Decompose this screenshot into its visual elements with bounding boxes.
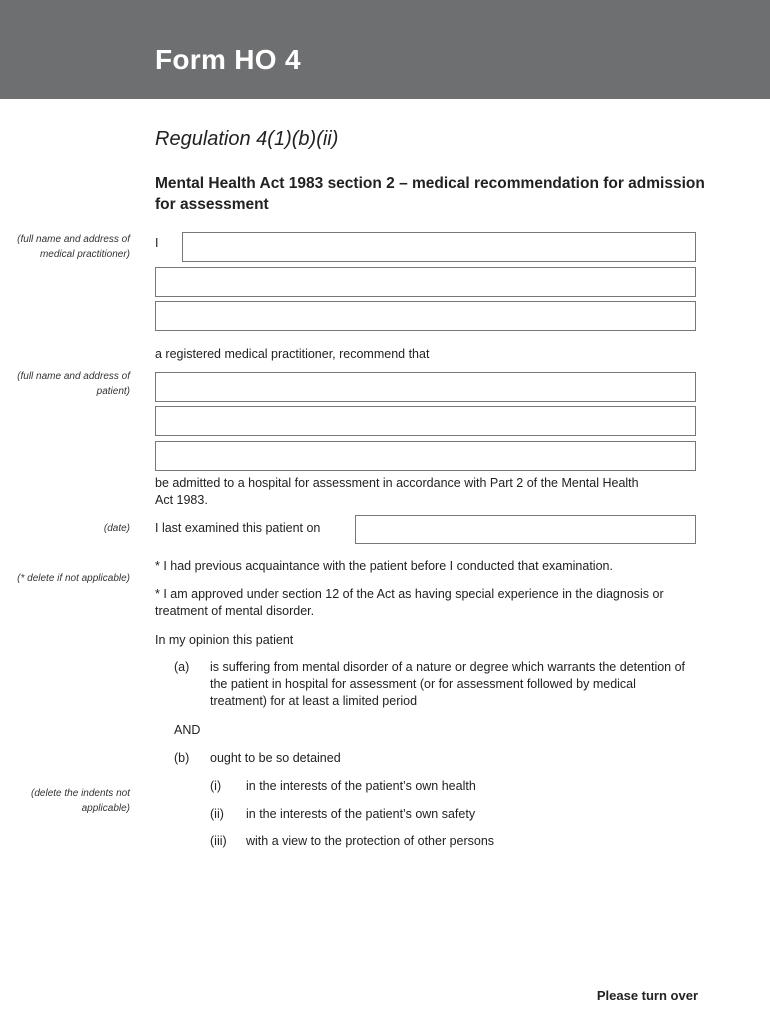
- clause-a-marker: (a): [174, 660, 190, 674]
- indent-iii-text: with a view to the protection of other persons: [246, 834, 495, 848]
- indent-ii-text: in the interests of the patient’s own safety: [246, 807, 476, 821]
- approved-statement: * I am approved under section 12 of the Act as having special experience in the diagnosis or treatment of mental disorder.: [155, 587, 664, 618]
- patient-field-1[interactable]: [155, 372, 696, 402]
- side-note-date: (date): [103, 523, 130, 534]
- side-note-delete-if-not: (* delete if not applicable): [17, 573, 130, 584]
- side-note-delete-indents: (delete the indents not applicable): [31, 788, 130, 814]
- opinion-text: In my opinion this patient: [155, 633, 294, 647]
- last-examined-text: I last examined this patient on: [155, 521, 321, 535]
- examination-date-field[interactable]: [355, 515, 696, 544]
- indent-iii-marker: (iii): [210, 834, 227, 848]
- please-turn-over: Please turn over: [596, 988, 698, 1003]
- form-title: Form HO 4: [155, 44, 301, 75]
- indent-i-marker: (i): [210, 779, 222, 793]
- side-note-patient: (full name and address of patient): [17, 371, 130, 397]
- clause-b-text: ought to be so detained: [210, 751, 341, 765]
- side-note-practitioner: (full name and address of medical practitioner): [17, 234, 130, 260]
- and-text: AND: [174, 723, 201, 737]
- clause-b-marker: (b): [174, 751, 190, 765]
- registered-text: a registered medical practitioner, recommend that: [155, 347, 430, 361]
- patient-field-2[interactable]: [155, 406, 696, 436]
- act-title: Mental Health Act 1983 section 2 – medical recommendation for admission for assessment: [155, 175, 705, 213]
- practitioner-field-3[interactable]: [155, 301, 696, 331]
- acquaintance-statement: * I had previous acquaintance with the patient before I conducted that examination.: [155, 559, 613, 573]
- admitted-text: be admitted to a hospital for assessment in accordance with Part 2 of the Mental Health Act 1983.: [155, 476, 639, 507]
- regulation-reference: Regulation 4(1)(b)(ii): [155, 128, 339, 150]
- practitioner-field-1[interactable]: [182, 232, 696, 262]
- header-bar: [0, 0, 770, 99]
- i-label: I: [155, 236, 159, 250]
- indent-ii-marker: (ii): [210, 807, 224, 821]
- indent-i-text: in the interests of the patient’s own health: [246, 779, 476, 793]
- patient-field-3[interactable]: [155, 441, 696, 471]
- practitioner-field-2[interactable]: [155, 267, 696, 297]
- clause-a-text: is suffering from mental disorder of a nature or degree which warrants the detention of the patient in hospital for assessment (or for assessment followed by medical treatment) for at least a limited period: [210, 660, 686, 708]
